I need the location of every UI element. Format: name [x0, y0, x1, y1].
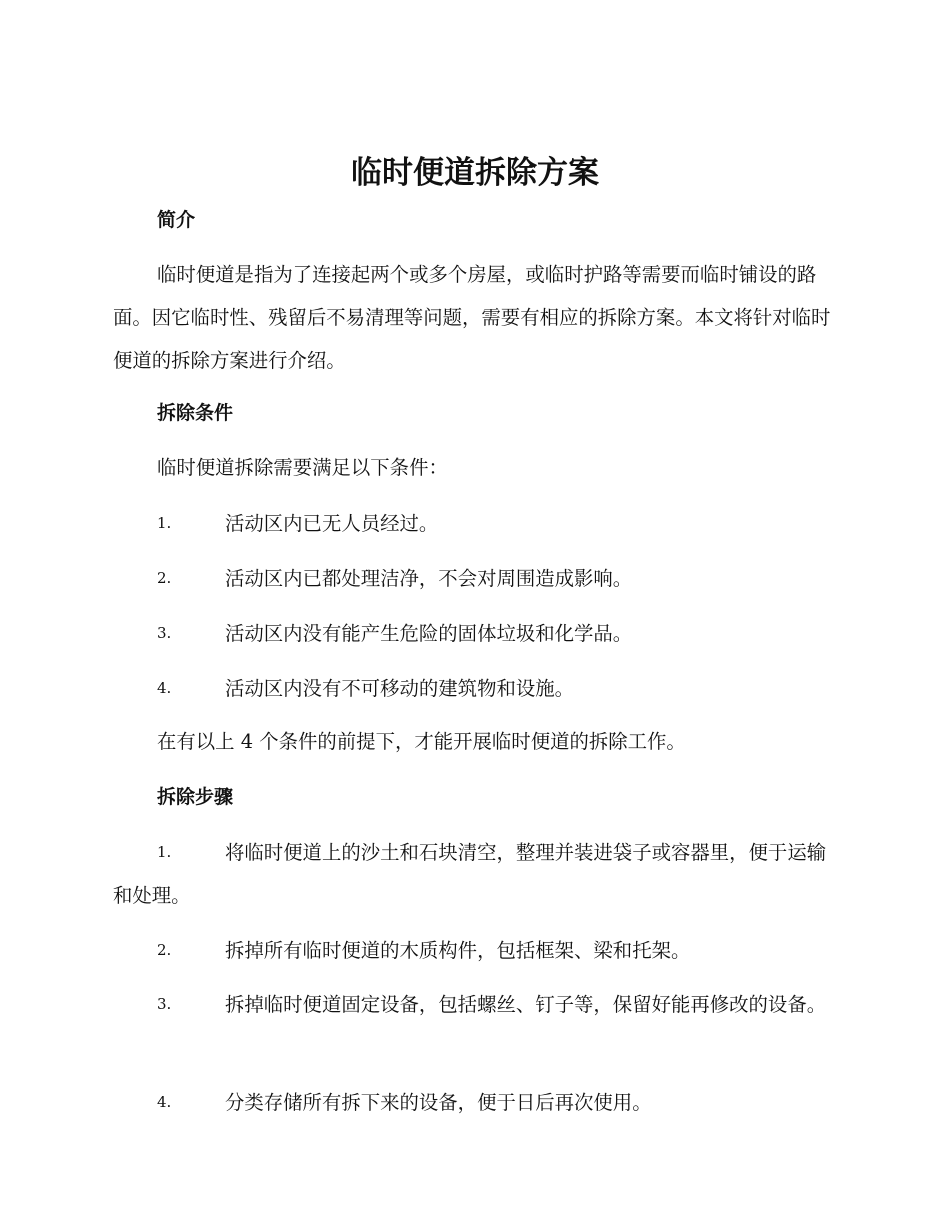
section-heading-intro: 简介 — [157, 209, 196, 231]
condition-item — [113, 557, 833, 600]
condition-item — [113, 612, 833, 655]
document-title: 临时便道拆除方案 — [351, 155, 599, 191]
step-item — [113, 983, 833, 1026]
condition-text: 活动区内没有能产生危险的固体垃圾和化学品。 — [225, 622, 633, 645]
step-number: 1. — [157, 843, 172, 861]
step-text: 分类存储所有拆下来的设备，便于日后再次使用。 — [225, 1091, 652, 1114]
condition-text: 活动区内已都处理洁净，不会对周围造成影响。 — [225, 567, 633, 590]
intro-paragraph: 临时便道是指为了连接起两个或多个房屋，或临时护路等需要而临时铺设的路面。因它临时性、残留后不易清理等问题，需要有相应的拆除方案。本文将针对临时便道的拆除方案进行介绍。 — [113, 263, 831, 372]
condition-item — [113, 667, 833, 710]
step-number: 3. — [157, 995, 172, 1013]
step-text: 拆掉所有临时便道的木质构件，包括框架、梁和托架。 — [225, 939, 691, 962]
condition-number: 3. — [157, 624, 172, 642]
condition-text: 活动区内已无人员经过。 — [225, 512, 439, 535]
condition-text: 活动区内没有不可移动的建筑物和设施。 — [225, 677, 575, 700]
step-item — [113, 929, 833, 972]
step-text: 将临时便道上的沙土和石块清空，整理并装进袋子或容器里，便于运输和处理。 — [113, 841, 827, 907]
conditions-lead: 临时便道拆除需要满足以下条件： — [157, 456, 448, 479]
section-heading-steps: 拆除步骤 — [157, 786, 234, 808]
step-number: 2. — [157, 941, 172, 959]
conditions-conclusion: 在有以上 4 个条件的前提下，才能开展临时便道的拆除工作。 — [157, 730, 686, 753]
step-item — [113, 1081, 833, 1124]
step-number: 4. — [157, 1093, 172, 1111]
condition-number: 4. — [157, 679, 172, 697]
section-heading-conditions: 拆除条件 — [157, 402, 234, 424]
condition-item — [113, 502, 833, 545]
step-text: 拆掉临时便道固定设备，包括螺丝、钉子等，保留好能再修改的设备。 — [225, 993, 827, 1016]
step-item — [113, 831, 833, 917]
condition-number: 1. — [157, 514, 172, 532]
condition-number: 2. — [157, 569, 172, 587]
